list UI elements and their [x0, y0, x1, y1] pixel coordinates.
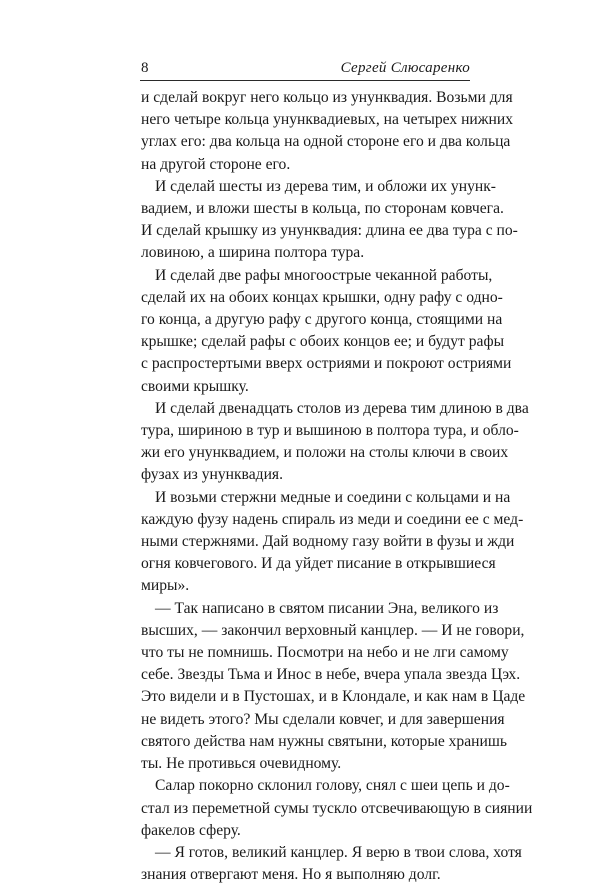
text-line: на другой стороне его.	[141, 155, 291, 173]
text-line: стал из переметной сумы тускло отсвечивающую в сиянии	[141, 799, 533, 817]
text-line: факелов сферу.	[141, 821, 241, 839]
body-text	[141, 87, 533, 886]
text-line: что ты не помнишь. Посмотри на небо и не лги самому	[141, 644, 509, 662]
text-line: — Так написано в святом писании Эна, великого из	[155, 599, 499, 617]
text-line: И сделай двенадцать столов из дерева тим длиною в два	[155, 399, 529, 417]
text-line: И возьми стержни медные и соедини с кольцами и на	[155, 488, 511, 506]
text-line: высших, — закончил верховный канцлер. — И не говори,	[141, 621, 525, 639]
text-line: И сделай две рафы многоострые чеканной работы,	[155, 266, 493, 284]
text-line: с распростертыми вверх остриями и покроют остриями	[141, 355, 512, 373]
text-line: Салар покорно склонил голову, снял с шеи цепь и до-	[155, 777, 510, 795]
text-line: своими крышку.	[141, 377, 249, 395]
text-line: и сделай вокруг него кольцо из унунквадия. Возьми для	[141, 89, 513, 106]
text-line: углах его: два кольца на одной стороне его и два кольца	[141, 133, 511, 151]
text-line: И сделай шесты из дерева тим, и обложи их унунк-	[155, 177, 496, 195]
text-line: сделай их на обоих концах крышки, одну рафу с одно-	[141, 288, 503, 306]
running-header	[140, 58, 470, 81]
author-name: Сергей Слюсаренко	[340, 60, 470, 76]
text-line: Это видели и в Пустошах, и в Клондале, и как нам в Цаде	[141, 688, 526, 706]
text-line: И сделай крышку из унунквадия: длина ее два тура с по-	[141, 222, 518, 240]
text-line: миры».	[141, 577, 190, 595]
text-line: ты. Не противься очевидному.	[141, 755, 342, 773]
text-line: крышке; сделай рафы с обоих концов ее; и будут рафы	[141, 333, 505, 351]
text-line: го конца, а другую рафу с другого конца, стоящими на	[141, 311, 503, 329]
text-line: каждую фузу надень спираль из меди и соедини ее с мед-	[141, 510, 524, 528]
text-line: святого действа нам нужны святыни, которые хранишь	[141, 732, 507, 750]
text-line: знания отвергают меня. Но я выполняю долг.	[141, 866, 441, 884]
text-line: ловиною, а ширина полтора тура.	[141, 244, 365, 262]
text-line: огня ковчегового. И да уйдет писание в открывшиеся	[141, 555, 496, 573]
text-line: себе. Звезды Тьма и Инос в небе, вчера упала звезда Цэх.	[141, 666, 521, 684]
text-line: вадием, и вложи шесты в кольца, по сторонам ковчега.	[141, 200, 504, 218]
text-line: ными стержнями. Дай водному газу войти в фузы и жди	[141, 533, 515, 551]
text-line: него четыре кольца унунквадиевых, на четырех нижних	[141, 111, 514, 129]
text-line: не видеть этого? Мы сделали ковчег, и для завершения	[141, 710, 505, 728]
text-line: — Я готов, великий канцлер. Я верю в твои слова, хотя	[155, 843, 522, 861]
page-number: 8	[141, 60, 149, 76]
text-line: тура, шириною в тур и вышиною в полтора тура, и обло-	[141, 422, 519, 440]
text-line: жи его унунквадием, и положи на столы ключи в своих	[141, 444, 509, 462]
text-line: фузах из унунквадия.	[141, 466, 283, 484]
